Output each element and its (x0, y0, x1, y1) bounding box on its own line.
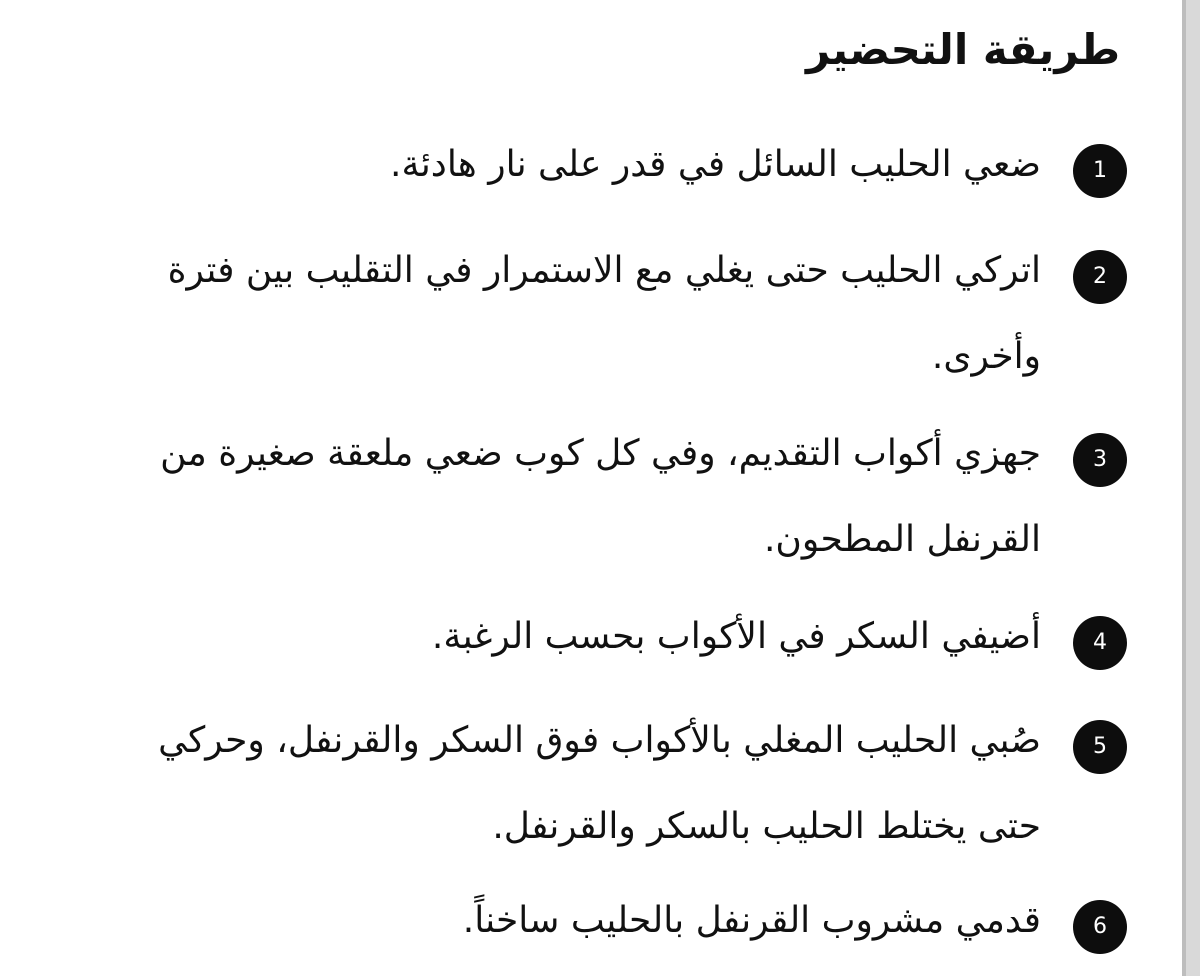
step-text: جهزي أكواب التقديم، وفي كل كوب ضعي ملعقة صغيرة من القرنفل المطحون. (160, 433, 1041, 560)
step-text: صُبي الحليب المغلي بالأكواب فوق السكر والقرنفل، وحركي حتى يختلط الحليب بالسكر والقرنفل. (158, 720, 1041, 847)
scrollbar-track[interactable] (1182, 0, 1200, 976)
step-item-4 (432, 608, 1127, 680)
step-text: اتركي الحليب حتى يغلي مع الاستمرار في التقليب بين فترة وأخرى. (167, 250, 1041, 377)
step-number-badge: 2 (1073, 250, 1127, 304)
step-item-2 (121, 242, 1127, 400)
scrollbar-edge-shade (1182, 0, 1186, 976)
step-number-badge: 1 (1073, 144, 1127, 198)
step-item-1 (390, 136, 1127, 208)
step-item-5 (141, 712, 1127, 870)
section-heading: طريقة التحضير (805, 25, 1120, 74)
step-number-badge: 4 (1073, 616, 1127, 670)
step-item-3 (71, 425, 1127, 583)
step-number-badge: 3 (1073, 433, 1127, 487)
step-text: قدمي مشروب القرنفل بالحليب ساخناً. (462, 900, 1041, 941)
step-item-6 (463, 892, 1127, 964)
step-number-badge: 6 (1073, 900, 1127, 954)
step-text: ضعي الحليب السائل في قدر على نار هادئة. (390, 144, 1041, 185)
step-number-badge: 5 (1073, 720, 1127, 774)
step-text: أضيفي السكر في الأكواب بحسب الرغبة. (431, 616, 1041, 657)
